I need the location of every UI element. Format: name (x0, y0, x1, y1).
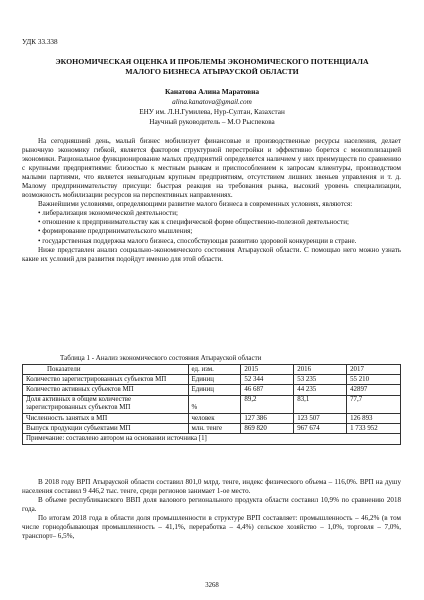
list-item: • либерализация экономической деятельности; (38, 209, 178, 218)
table-cell: 42897 (347, 385, 401, 395)
table-cell: 55 210 (347, 375, 401, 385)
paragraph: Важнейшими условиями, определяющими развитие малого бизнеса в современных условиях, являются: (38, 200, 353, 209)
body-text-bottom (22, 478, 401, 541)
table-cell: 52 344 (241, 375, 294, 385)
page-number: 3268 (205, 582, 219, 589)
table-cell: 967 674 (294, 424, 347, 434)
table-header: 2015 (241, 365, 294, 375)
supervisor: Научный руководитель – М.О Рыспекова (149, 118, 275, 126)
affiliation: ЕНУ им. Л.Н.Гумилева, Нур-Султан, Казахстан (139, 108, 285, 116)
paragraph: По итогам 2018 года в области доля промышленности в структуре ВРП составляет: промышленность – 46,2% (в том числе горнодобывающая промышленность – 41,1%, переработка – 4,4%) сельское хозяйство – 1,0%, торговля – 7,0%, транспорт– 6,5%, (22, 514, 401, 541)
table-cell: 126 893 (347, 414, 401, 424)
table-cell: 1 733 952 (347, 424, 401, 434)
table-cell: 869 820 (241, 424, 294, 434)
paragraph: На сегодняшний день, малый бизнес мобилизует финансовые и производственные ресурсы населения, делает рыночную экономику гибкой, является фактором структурной перестройки и эффективно борется с монополизацией экономики. Рациональное функционирование малых предприятий определяется наличием у них преимуществ по сравнению с крупными предприятиями: близостью к местным рынкам и приспособлением к запросам клиентуры, производством малыми партиями, что является невыгодным крупным предприятиям, отсутствием лишних звеньев управления и т. д. Малому предпринимательству присущи: быстрая реакция на требования рынка, высокий уровень специализации, возможность мобилизации ресурсов на перспективных направлениях. (22, 137, 401, 200)
table-cell: 127 386 (241, 414, 294, 424)
table-cell: человек (188, 414, 241, 424)
udk-code: УДК 33.338 (22, 38, 58, 46)
author-name: Канатова Алина Маратовна (164, 87, 260, 96)
table-row (23, 395, 401, 413)
list-item: • формирование предпринимательского мышления; (38, 227, 193, 236)
table-cell: Количество активных субъектов МП (23, 385, 189, 395)
table-cell: 46 687 (241, 385, 294, 395)
list-item: • отношение к предпринимательству как к специфической форме общественно-полезной деятельности; (38, 218, 349, 227)
table-cell: % (188, 395, 241, 413)
list-item: • государственная поддержка малого бизнеса, способствующая развитию здоровой конкуренции в стране. (38, 236, 357, 245)
table-header: 2017 (347, 365, 401, 375)
table-note: Примечание: составлено автором на основании источника [1] (23, 434, 401, 444)
economic-table (22, 364, 401, 445)
table-note-row (23, 434, 401, 444)
table-row (23, 414, 401, 424)
table-cell: 77,7 (347, 395, 401, 413)
table-cell: 123 507 (294, 414, 347, 424)
table-cell: 83,1 (294, 395, 347, 413)
table-cell: Количество зарегистрированных субъектов МП (23, 375, 189, 385)
table-cell: Единиц (188, 375, 241, 385)
table-row (23, 385, 401, 395)
table-cell: 44 235 (294, 385, 347, 395)
table-cell: 89,2 (241, 395, 294, 413)
table-cell: Выпуск продукции субъектами МП (23, 424, 189, 434)
table-header: Показатели (23, 365, 189, 375)
paragraph: В объеме республиканского ВВП доля валового регионального продукта области составил 10,9% по сравнению 2018 года. (22, 496, 401, 514)
paper-title: ЭКОНОМИЧЕСКАЯ ОЦЕНКА И ПРОБЛЕМЫ ЭКОНОМИЧЕСКОГО ПОТЕНЦИАЛА МАЛОГО БИЗНЕСА АТЫРАУСКОЙ ОБЛАСТИ (55, 57, 369, 76)
table-row (23, 424, 401, 434)
paragraph: В 2018 году ВРП Атырауской области составил 801,0 млрд. тенге, индекс физического объема – 116,0%. ВРП на душу населения составил 9 446,2 тыс. тенге, среди регионов занимает 1-ое место. (22, 478, 401, 496)
body-text-top (22, 137, 401, 264)
table-cell: 53 235 (294, 375, 347, 385)
table-cell: Доля активных в общем количестве зарегистрированных субъектов МП (23, 395, 189, 413)
paragraph: Ниже представлен анализ социально-экономического состояния Атырауской области. С помощью него можно узнать какие их условий для развития подойдут именно для этой области. (22, 245, 401, 263)
table-cell: млн. тенге (188, 424, 241, 434)
table-cell: Численность занятых в МП (23, 414, 189, 424)
table-row (23, 375, 401, 385)
author-email: alina.kanatova@gmail.com (172, 98, 252, 106)
table-caption: Таблица 1 - Анализ экономического состояния Атырауской области (60, 354, 262, 362)
table-header: 2016 (294, 365, 347, 375)
table-cell: Единиц (188, 385, 241, 395)
table-header-row (23, 365, 401, 375)
bullet-list (22, 209, 401, 245)
table-header: ед. изм. (188, 365, 241, 375)
